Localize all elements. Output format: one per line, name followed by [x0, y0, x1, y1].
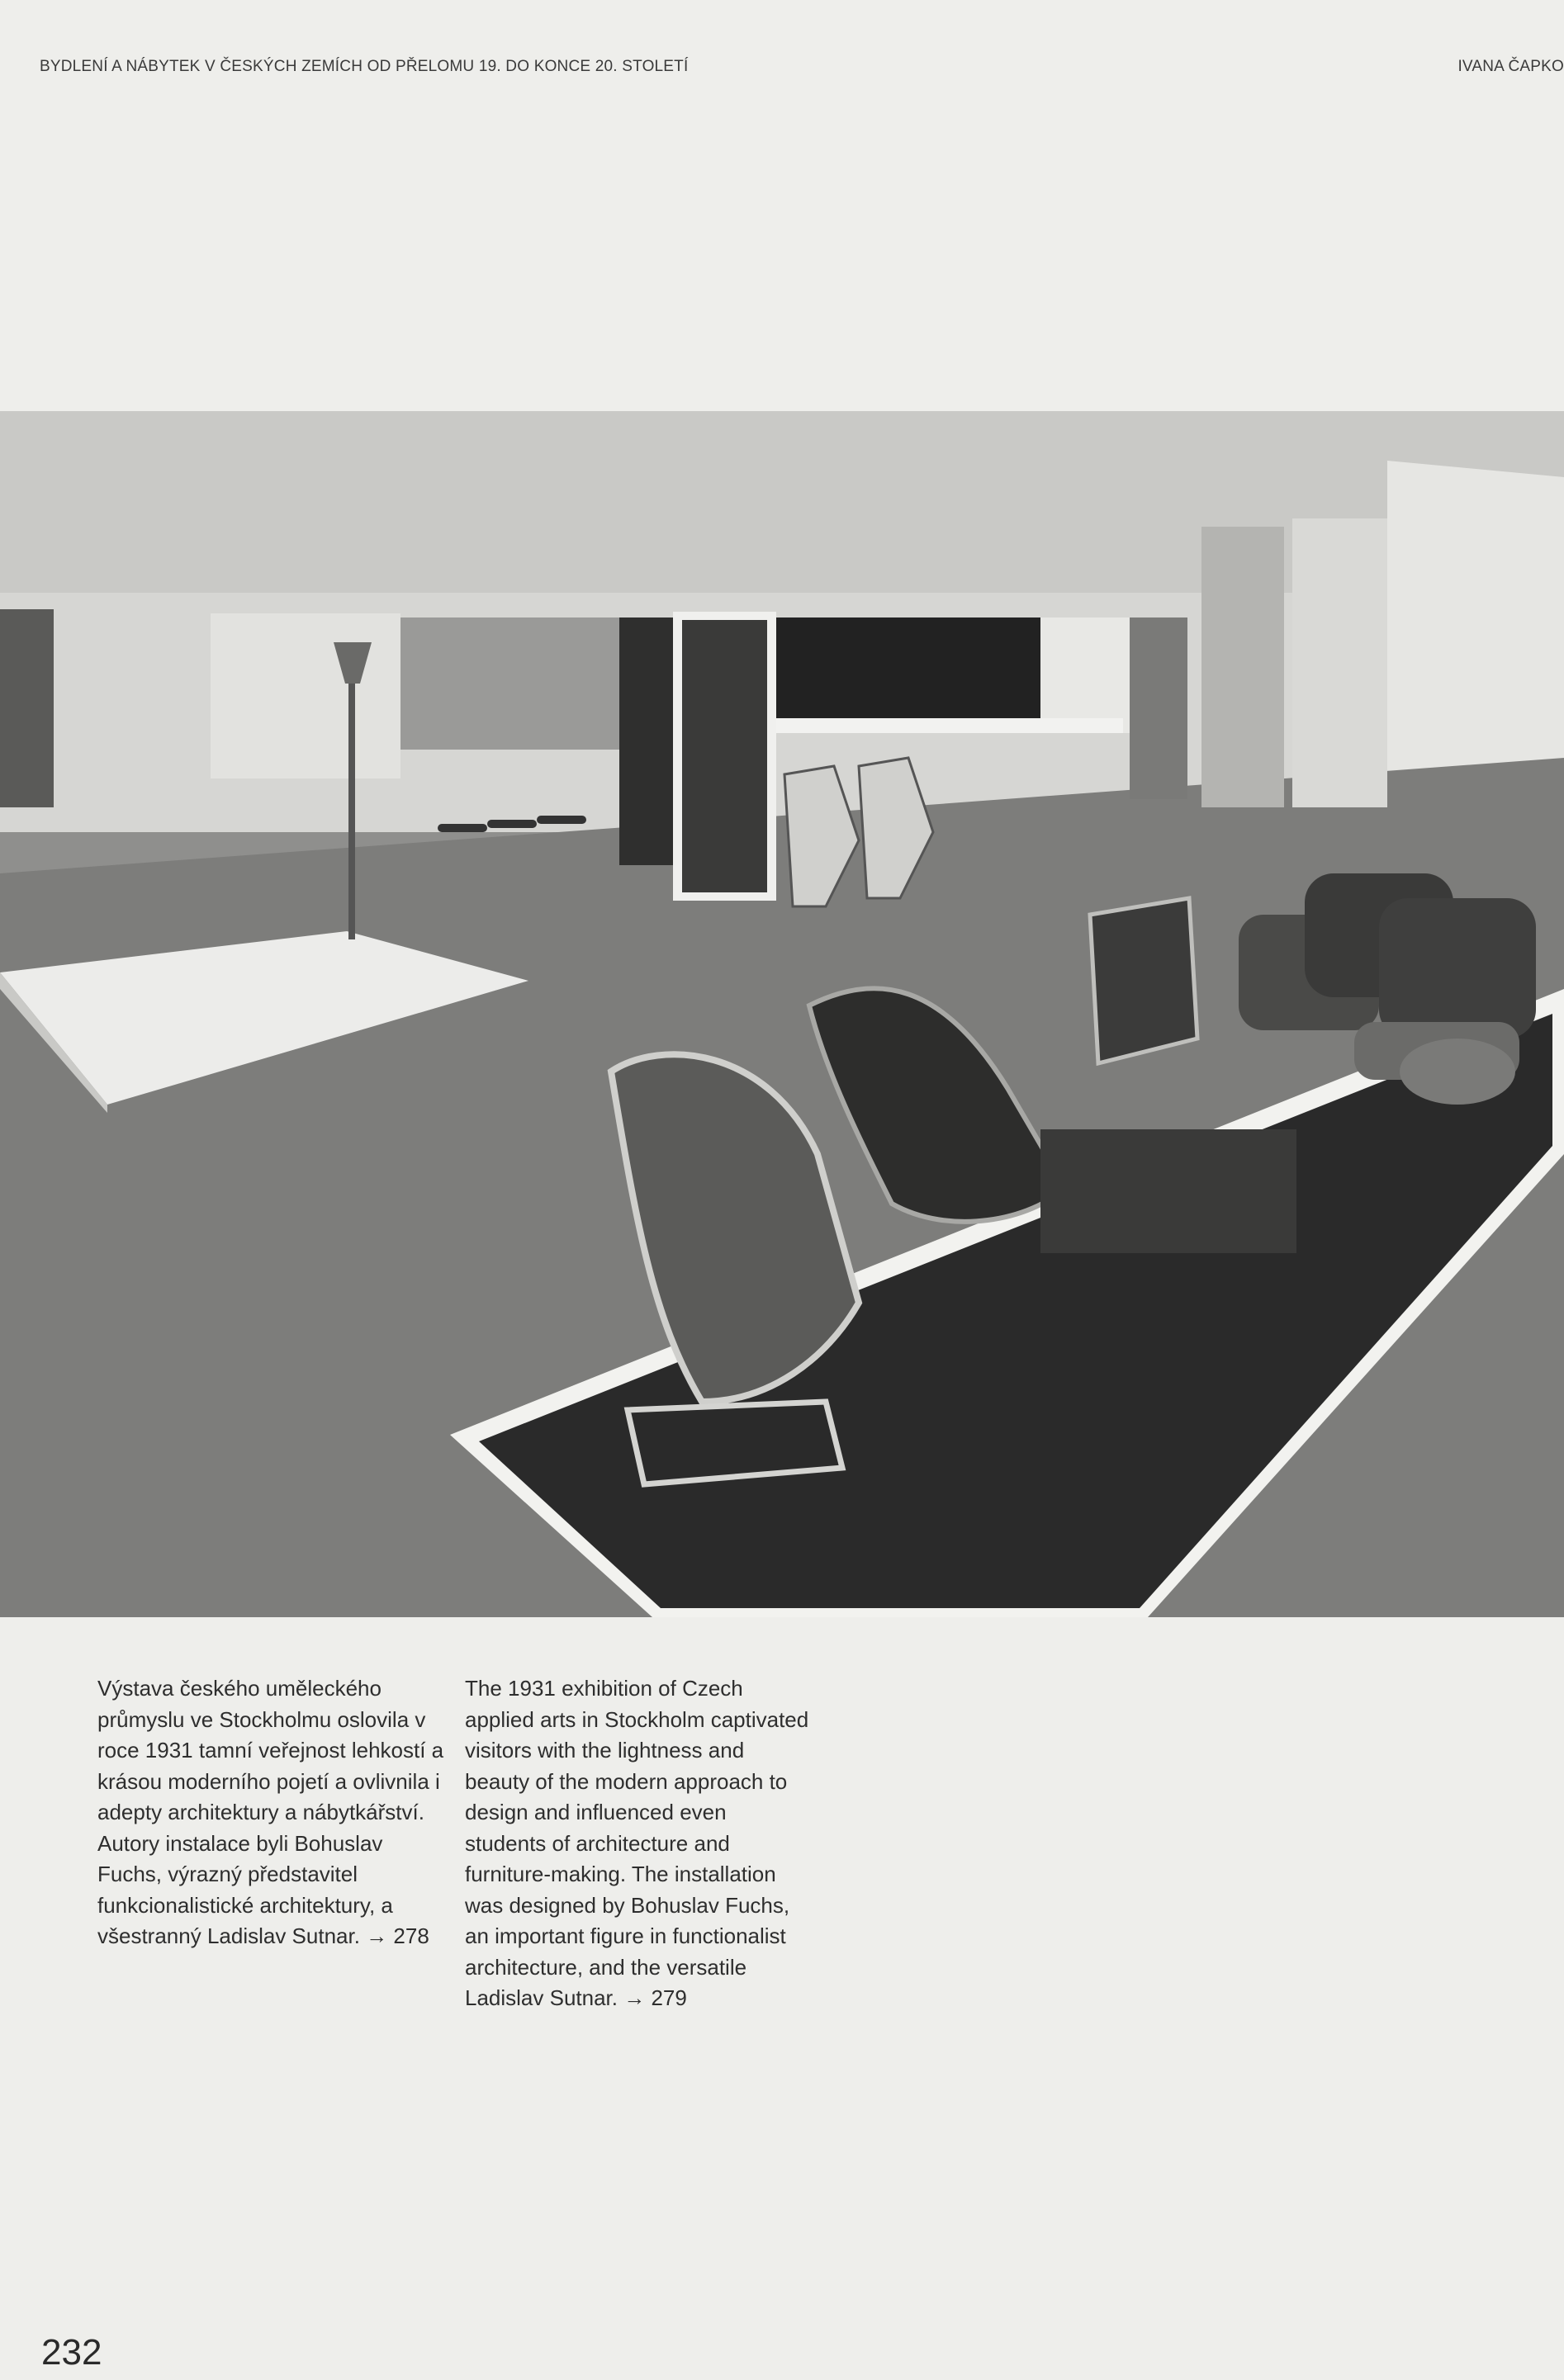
exhibition-photo	[0, 411, 1564, 1617]
exhibition-photo-drawing	[0, 411, 1564, 1617]
page-number: 232	[41, 2332, 102, 2373]
running-head-title: BYDLENÍ A NÁBYTEK V ČESKÝCH ZEMÍCH OD PŘELOMU 19. DO KONCE 20. STOLETÍ	[40, 58, 689, 75]
running-head-author: IVANA ČAPKO	[1457, 58, 1564, 75]
caption-english: The 1931 exhibition of Czech applied arts in Stockholm captivated visitors with the lightness and beauty of the modern approach to design and influenced even students of architecture and furniture-making. The installation was designed by Bohuslav Fuchs, an important figure in functionalist architecture, and the versatile Ladislav Sutnar. → 279	[465, 1676, 809, 2010]
caption-czech: Výstava českého uměleckého průmyslu ve Stockholmu oslovila v roce 1931 tamní veřejnost lehkostí a krásou moderního pojetí a ovlivnila i adepty architektury a nábytkářství. Autory instalace byli Bohuslav Fuchs, výrazný představitel funkcionalistické architektury, a všestranný Ladislav Sutnar. → 278	[97, 1676, 444, 1948]
